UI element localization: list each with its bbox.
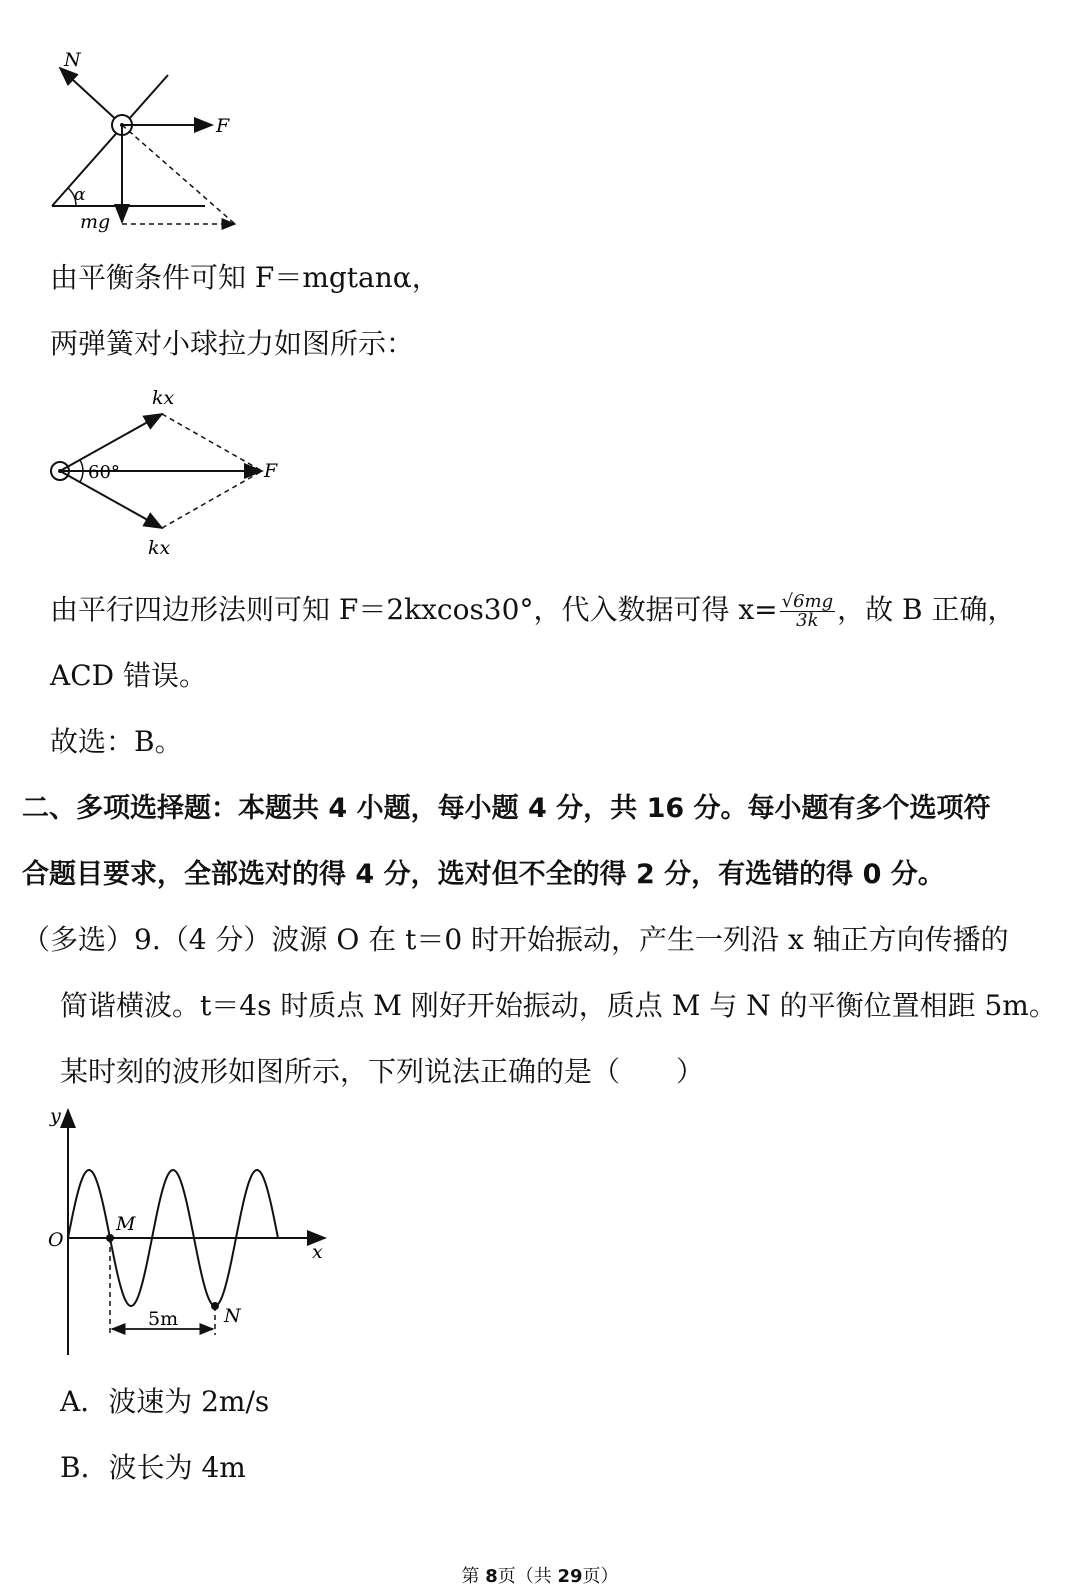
label-x: x bbox=[312, 1241, 323, 1263]
label-y: y bbox=[50, 1105, 61, 1127]
force-diagram-incline bbox=[40, 40, 260, 240]
text-parallelogram-after: ，故 B 正确， bbox=[837, 593, 1016, 626]
spring-force-diagram bbox=[40, 380, 300, 560]
label-N-wave: N bbox=[224, 1305, 241, 1327]
question-line1: （多选）9.（4 分）波源 O 在 t＝0 时开始振动，产生一列沿 x 轴正方向传播的 bbox=[22, 923, 1009, 956]
label-kx-bottom: kx bbox=[148, 537, 171, 559]
text-parallelogram bbox=[50, 588, 1016, 630]
footer-page: 8 bbox=[485, 1566, 498, 1587]
footer-prefix: 第 bbox=[461, 1566, 486, 1587]
text-acd-wrong: ACD 错误。 bbox=[50, 659, 207, 692]
text-equilibrium: 由平衡条件可知 F＝mgtanα， bbox=[50, 261, 440, 294]
label-M: M bbox=[116, 1213, 136, 1235]
label-mg: mg bbox=[80, 211, 111, 233]
option-B: B．波长为 4m bbox=[60, 1451, 246, 1484]
label-O: O bbox=[48, 1229, 64, 1251]
fraction-denominator: 3k bbox=[796, 610, 819, 631]
footer-total: 29 bbox=[557, 1566, 583, 1587]
question-line3: 某时刻的波形如图所示，下列说法正确的是（ ） bbox=[60, 1055, 705, 1088]
label-kx-top: kx bbox=[152, 387, 175, 409]
label-F: F bbox=[216, 115, 230, 137]
footer-suffix: 页） bbox=[582, 1566, 619, 1587]
text-spring-forces: 两弹簧对小球拉力如图所示： bbox=[50, 327, 415, 360]
fraction-x bbox=[780, 593, 836, 630]
label-5m: 5m bbox=[148, 1308, 179, 1330]
footer-middle: 页（共 bbox=[497, 1566, 558, 1587]
label-N: N bbox=[64, 49, 81, 71]
section-heading-line2: 合题目要求，全部选对的得 4 分，选对但不全的得 2 分，有选错的得 0 分。 bbox=[22, 859, 945, 890]
fraction-numerator: √6mg bbox=[781, 591, 834, 612]
wave-diagram bbox=[40, 1100, 340, 1360]
text-parallelogram-before: 由平行四边形法则可知 F＝2kxcos30°，代入数据可得 x= bbox=[50, 593, 778, 626]
label-F2: F bbox=[264, 460, 278, 482]
label-alpha: α bbox=[74, 185, 86, 205]
section-heading-line1: 二、多项选择题：本题共 4 小题，每小题 4 分，共 16 分。每小题有多个选项符 bbox=[22, 793, 991, 824]
option-A: A．波速为 2m/s bbox=[60, 1385, 270, 1418]
text-answer: 故选：B。 bbox=[50, 725, 183, 758]
page-footer bbox=[0, 1562, 1080, 1588]
question-line2: 简谐横波。t＝4s 时质点 M 刚好开始振动，质点 M 与 N 的平衡位置相距 5m。 bbox=[60, 989, 1057, 1022]
label-60deg: 60° bbox=[88, 462, 120, 483]
